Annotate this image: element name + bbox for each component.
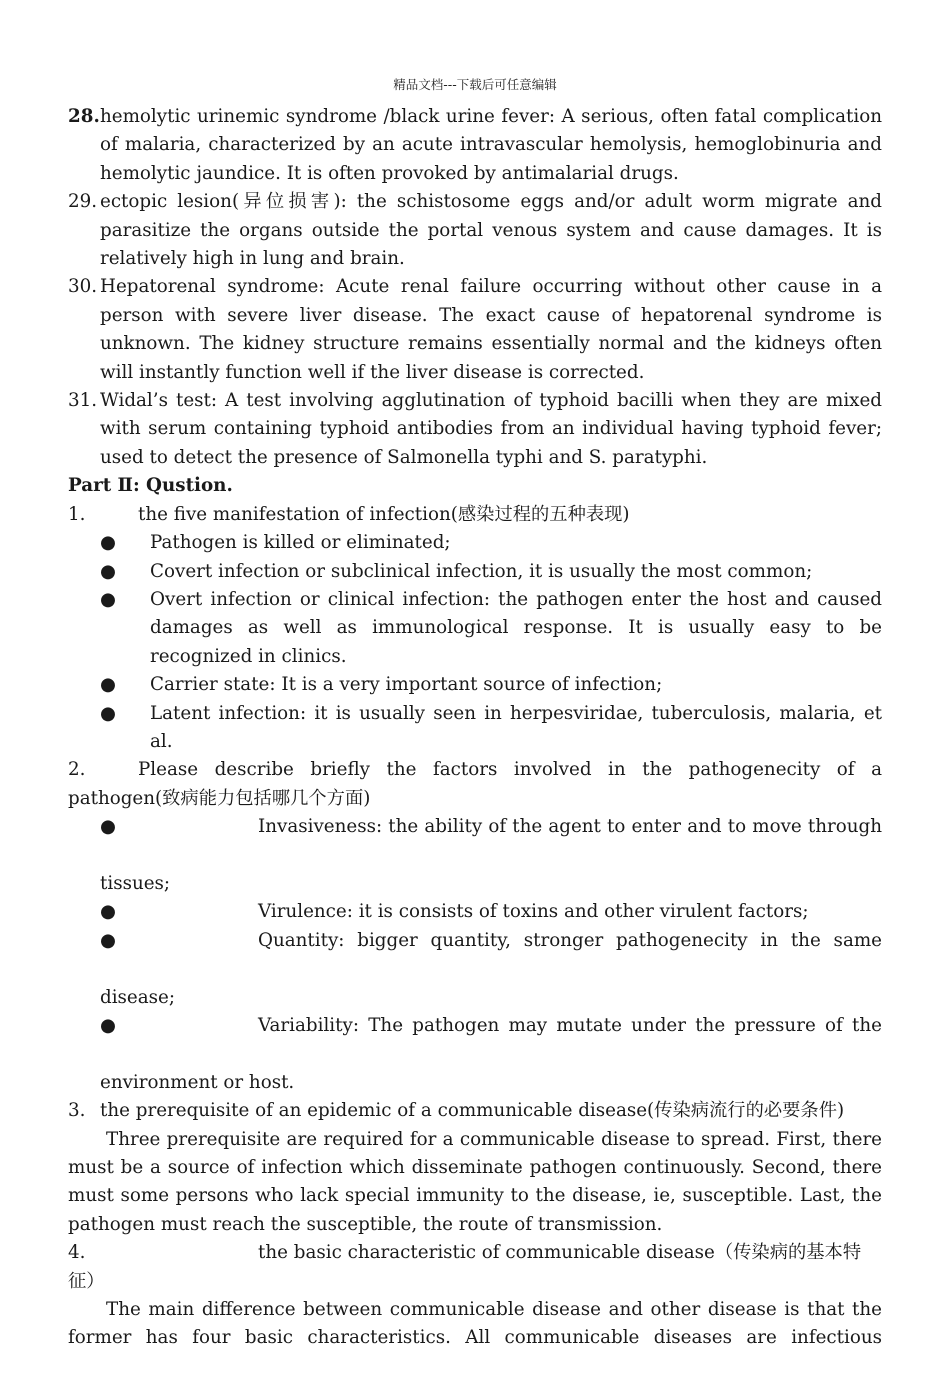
definition-30 <box>68 273 882 387</box>
question-1-title <box>68 501 882 529</box>
definition-number: 30. <box>68 276 98 298</box>
question-3-title <box>68 1097 882 1125</box>
question-number: 3. <box>68 1100 86 1122</box>
definition-number: 31. <box>68 390 98 412</box>
bullet-text-first-line: Virulence: it is consists of toxins and other virulent factors; <box>258 901 809 923</box>
definition-text: hemolytic urinemic syndrome /black urine fever: A serious, often fatal complication of malaria, characterized by an acute intravascular hemolysis, hemoglobinuria and hemolytic jaundice. It is often provoked by antimalarial drugs. <box>100 106 882 184</box>
bullet-icon: ● <box>100 532 116 554</box>
bullet-text-first-line: Quantity: bigger quantity, stronger pathogenecity in the same <box>258 929 882 951</box>
bullet-icon: ● <box>100 901 116 923</box>
q1-bullet-2 <box>68 558 882 586</box>
question-number: 1. <box>68 503 86 525</box>
bullet-text: Covert infection or subclinical infection, it is usually the most common; <box>150 560 813 582</box>
definition-number: 28. <box>68 106 100 127</box>
bullet-text: Carrier state: It is a very important source of infection; <box>150 674 663 696</box>
question-4-body: The main difference between communicable disease and other disease is that the former has four basic characteristics. All communicable diseases are infectious <box>68 1299 882 1349</box>
question-title: Please describe briefly the factors involved in the pathogenecity of a pathogen(致病能力包括哪几个方面) <box>68 759 882 809</box>
bullet-icon: ● <box>100 560 116 582</box>
bullet-icon: ● <box>100 674 116 696</box>
q2-bullet-1 <box>68 813 882 898</box>
bullet-text: Overt infection or clinical infection: the pathogen enter the host and caused damages as well as immunological response. It is usually easy to be recognized in clinics. <box>150 588 882 667</box>
bullet-icon: ● <box>100 929 116 951</box>
definition-text: ectopic lesion(异位损害): the schistosome eggs and/or adult worm migrate and parasitize the organs outside the portal venous system and cause damages. It is relatively high in lung and brain. <box>100 191 882 270</box>
bullet-text: Pathogen is killed or eliminated; <box>150 532 451 554</box>
document-body <box>68 103 882 1381</box>
page-header: 精品文档---下载后可任意编辑 <box>393 77 557 92</box>
question-title: the five manifestation of infection(感染过程的五种表现) <box>138 503 630 525</box>
question-title: the prerequisite of an epidemic of a communicable disease(传染病流行的必要条件) <box>100 1100 845 1122</box>
q2-bullet-4 <box>68 1012 882 1097</box>
question-number: 2. <box>68 759 86 781</box>
bullet-text-continued: disease; <box>100 986 176 1008</box>
q1-bullet-4 <box>68 671 882 699</box>
bullet-icon: ● <box>100 816 116 838</box>
definition-text: Hepatorenal syndrome: Acute renal failure occurring without other cause in a person with severe liver disease. The exact cause of hepatorenal syndrome is unknown. The kidney structure remains essentially normal and the kidneys often will instantly function well if the liver disease is corrected. <box>100 276 882 383</box>
question-title-first-line: the basic characteristic of communicable disease（传染病的基本特 <box>258 1242 862 1264</box>
question-title-continued: 征） <box>68 1270 105 1292</box>
bullet-text: Latent infection: it is usually seen in herpesviridae, tuberculosis, malaria, et al. <box>150 702 882 752</box>
question-4-title <box>68 1239 882 1296</box>
q1-bullet-3 <box>68 586 882 671</box>
q1-bullet-1 <box>68 529 882 557</box>
q2-bullet-2 <box>68 898 882 926</box>
bullet-icon: ● <box>100 702 116 724</box>
definition-number: 29. <box>68 191 98 213</box>
bullet-text-continued: environment or host. <box>100 1071 295 1093</box>
definition-29 <box>68 188 882 273</box>
q1-bullet-5 <box>68 700 882 757</box>
bullet-icon: ● <box>100 1015 116 1036</box>
question-3-body: Three prerequisite are required for a communicable disease to spread. First, there must be a source of infection which disseminate pathogen continuously. Second, there must some persons who lack special immunity to the disease, ie, susceptible. Last, the pathogen must reach the susceptible, the route of transmission. <box>68 1128 882 1235</box>
definition-text: Widal’s test: A test involving agglutination of typhoid bacilli when they are mixed with serum containing typhoid antibodies from an individual having typhoid fever; used to detect the presence of Salmonella typhi and S. paratyphi. <box>100 390 882 468</box>
question-number: 4. <box>68 1242 86 1264</box>
bullet-text-first-line: Invasiveness: the ability of the agent to enter and to move through <box>258 816 882 838</box>
bullet-icon: ● <box>100 588 116 610</box>
q2-bullet-3 <box>68 927 882 1012</box>
section-title: Part Ⅱ: Qustion. <box>68 475 233 497</box>
question-2-title <box>68 756 882 813</box>
definition-28 <box>68 103 882 188</box>
definition-31 <box>68 387 882 472</box>
bullet-text-first-line: Variability: The pathogen may mutate under the pressure of the <box>258 1015 882 1036</box>
bullet-text-continued: tissues; <box>100 872 171 894</box>
